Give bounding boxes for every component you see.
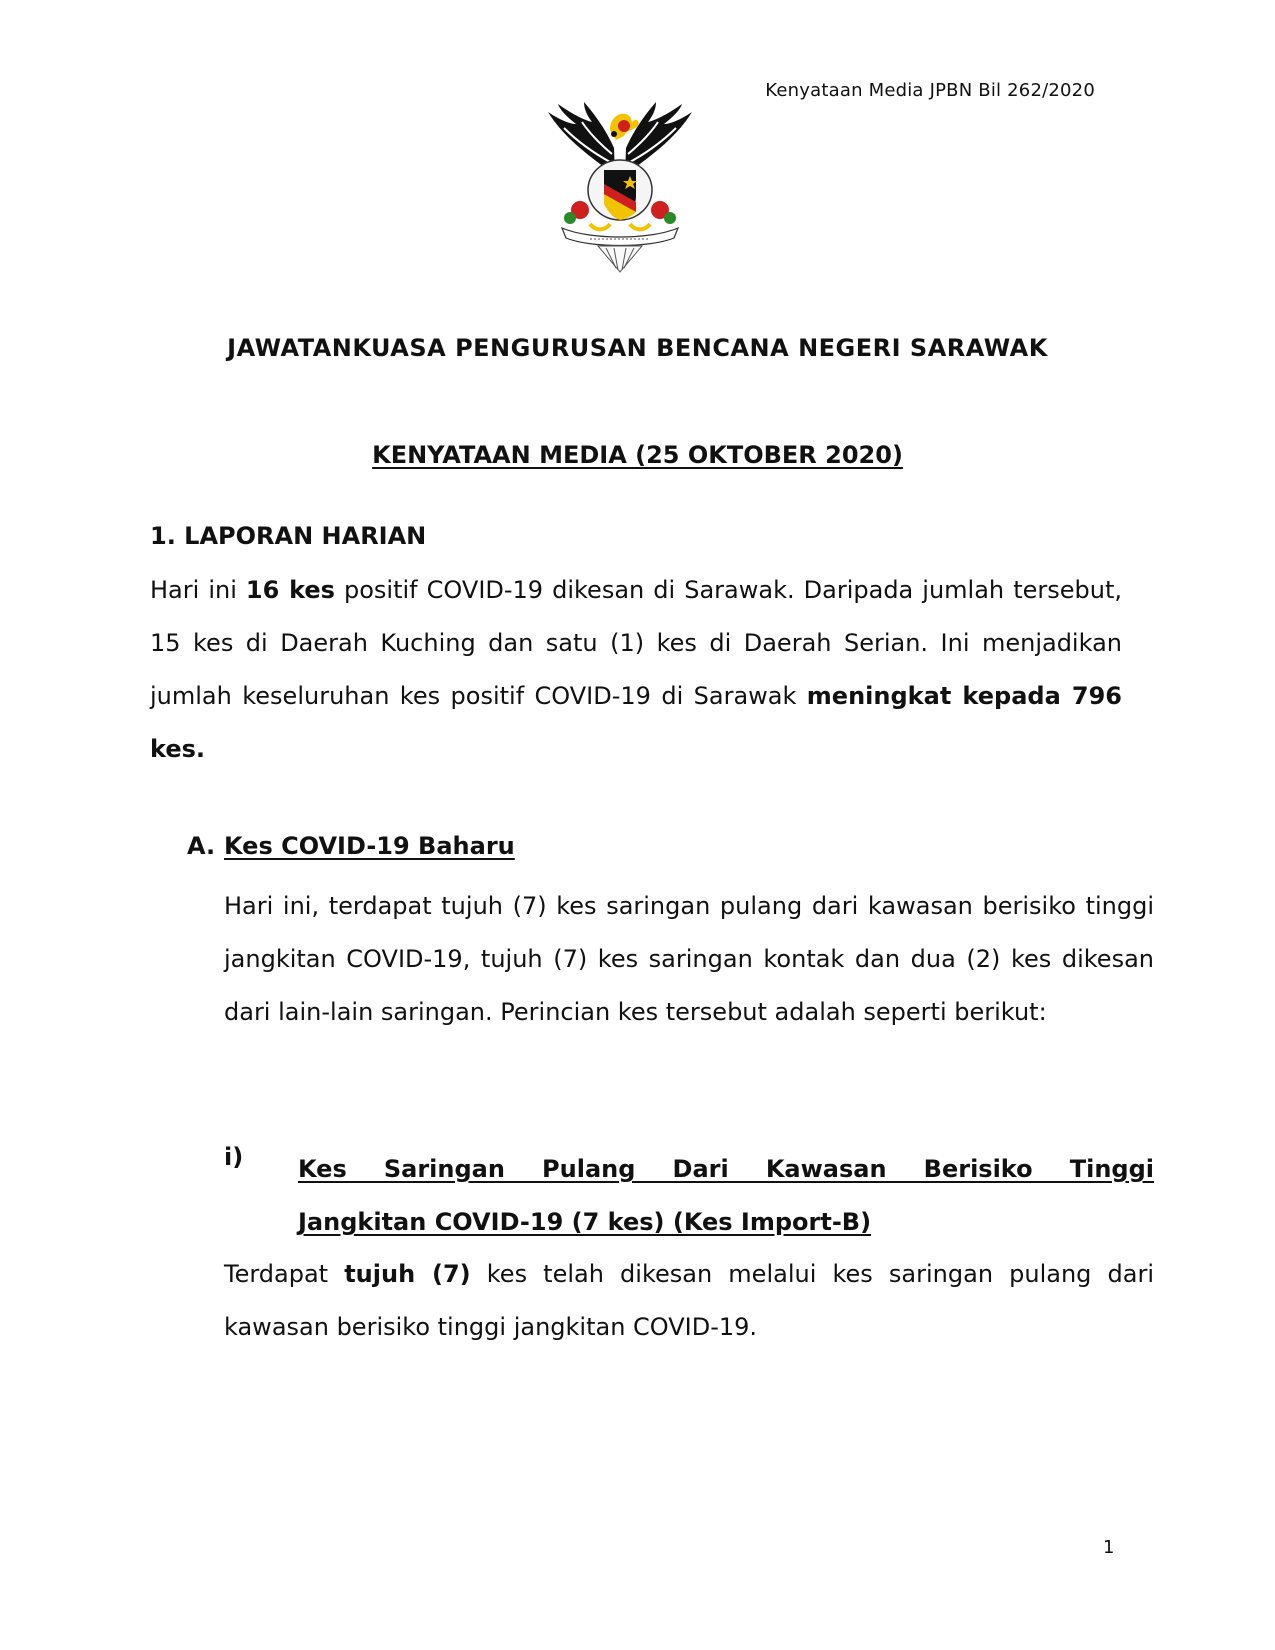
- title-line: Jangkitan COVID-19 (7 kes) (Kes Import-B): [298, 1208, 872, 1236]
- page-number: 1: [1103, 1537, 1115, 1558]
- new-cases-paragraph: Hari ini, terdapat tujuh (7) kes saringan pulang dari kawasan berisiko tinggi jangkitan COVID-19, tujuh (7) kes saringan kontak dan dua (2) kes dikesan dari lain-lain saringan. Perincian kes tersebut adalah seperti berikut:: [224, 892, 1154, 1026]
- subsection-title: Kes COVID-19 Baharu: [224, 832, 515, 860]
- bold-text-run: 16 kes: [245, 576, 335, 604]
- text-run: positif COVID-19 dikesan di Sarawak. Daripada jumlah tersebut, 15 kes di Daerah Kuching dan satu (1) kes di Daerah Serian. Ini menjadikan jumlah keseluruhan kes positif COVID-19 di Sarawak: [150, 576, 1122, 710]
- section-heading: 1. LAPORAN HARIAN: [150, 522, 427, 550]
- import-cases-paragraph: [224, 1248, 1154, 1354]
- bold-text-run: meningkat kepada 796 kes.: [150, 682, 1122, 763]
- subsection-label: A.: [187, 832, 216, 860]
- organization-title: JAWATANKUASA PENGURUSAN BENCANA NEGERI SARAWAK: [227, 334, 1048, 362]
- subsection-label: i): [224, 1143, 244, 1171]
- sarawak-coat-of-arms-icon: [540, 100, 700, 275]
- text-run: kes telah dikesan melalui kes saringan pulang dari kawasan berisiko tinggi jangkitan COVID-19.: [224, 1260, 1154, 1341]
- text-run: Hari ini: [150, 576, 246, 604]
- subsection-title: [298, 1143, 1154, 1249]
- text-run: Terdapat: [224, 1260, 345, 1288]
- daily-report-paragraph: [150, 564, 1122, 776]
- bold-text-run: tujuh (7): [344, 1260, 471, 1288]
- statement-reference: Kenyataan Media JPBN Bil 262/2020: [765, 80, 1095, 101]
- title-line: Kes Saringan Pulang Dari Kawasan Berisiko Tinggi: [298, 1155, 1154, 1183]
- statement-title: KENYATAAN MEDIA (25 OKTOBER 2020): [372, 441, 903, 469]
